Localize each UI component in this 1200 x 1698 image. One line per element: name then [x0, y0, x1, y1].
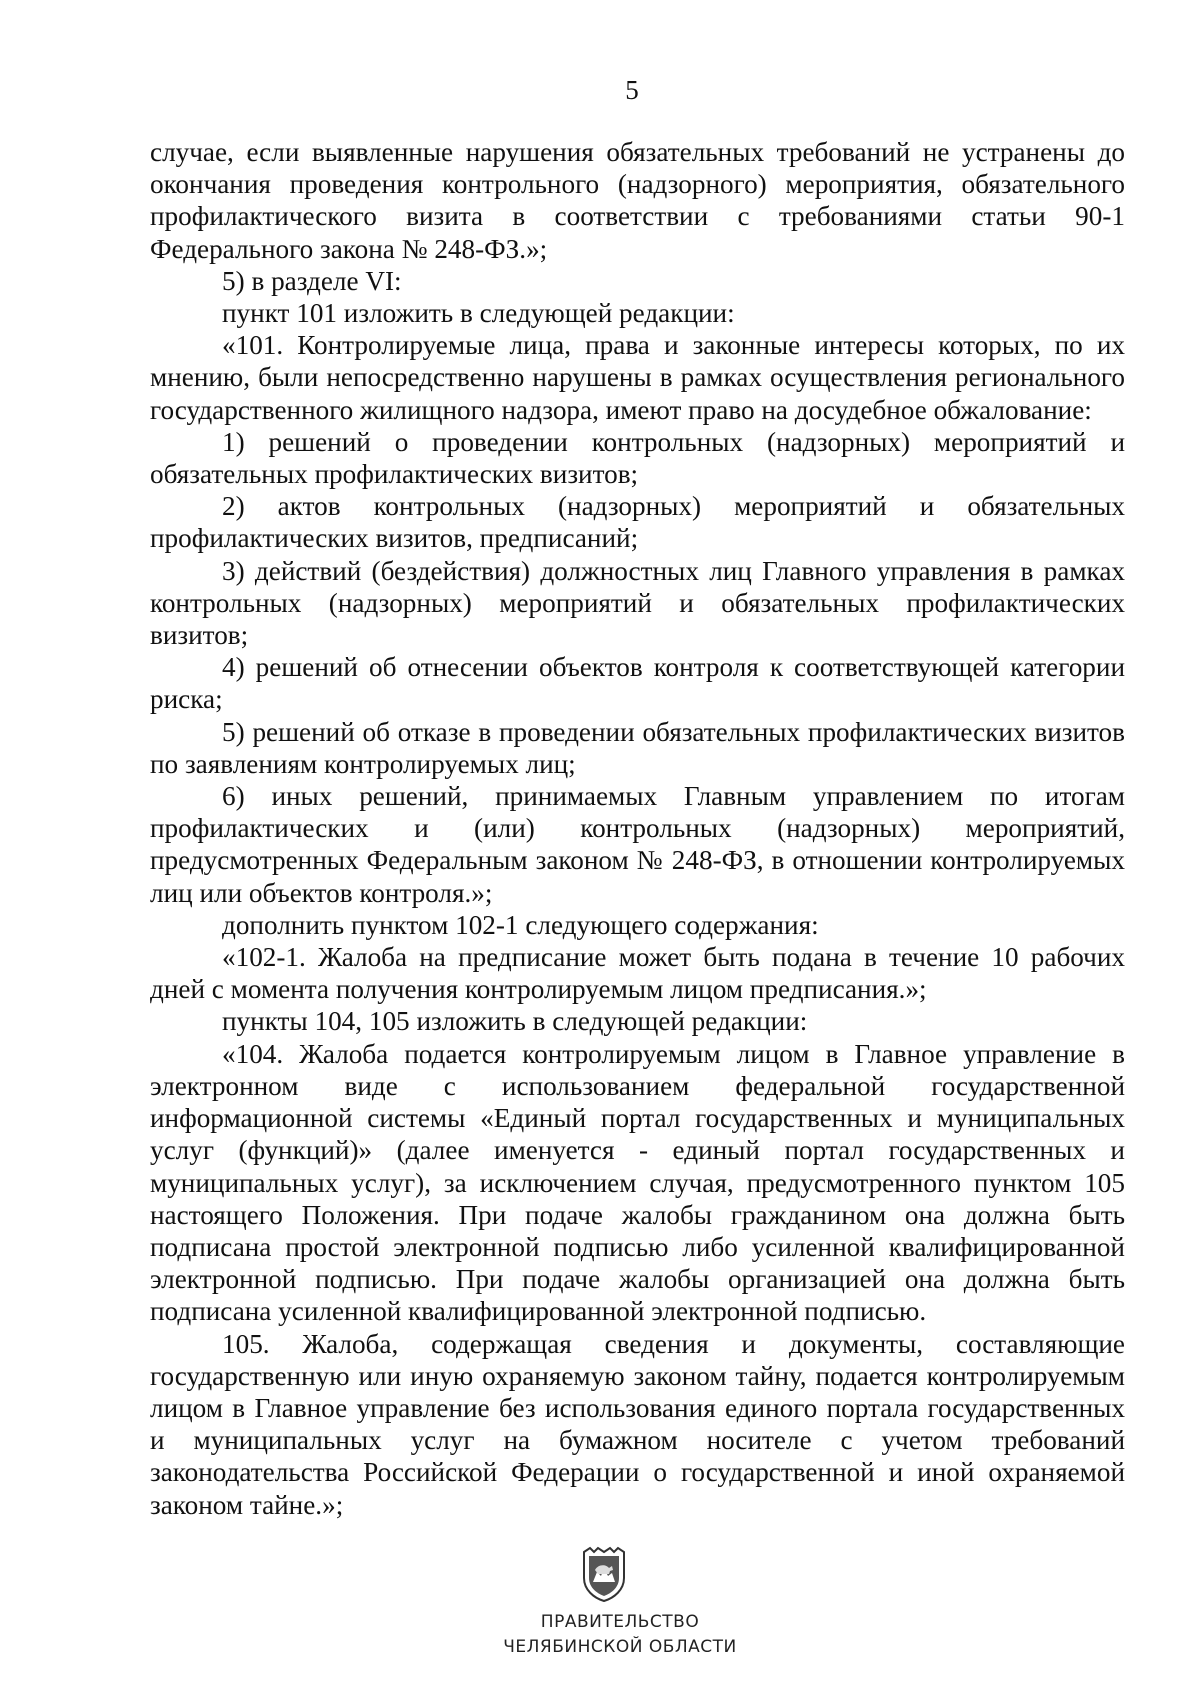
- list-item-4: 4) решений об отнесении объектов контроля к соответствующей категории риска;: [150, 652, 1125, 715]
- government-seal: [470, 1546, 770, 1698]
- paragraph-continuation: случае, если выявленные нарушения обязательных требований не устранены до окончания проведения контрольного (надзорного) мероприятия, обязательного профилактического визита в соответствии с требованиями статьи 90-1 Федерального закона № 248-ФЗ.»;: [150, 137, 1125, 264]
- list-item-3: 3) действий (бездействия) должностных лиц Главного управления в рамках контрольных (надзорных) мероприятий и обязательных профилактических визитов;: [150, 555, 1125, 651]
- list-item-1: 1) решений о проведении контрольных (надзорных) мероприятий и обязательных профилактических визитов;: [150, 426, 1125, 490]
- document-body: [150, 136, 1125, 1521]
- paragraph-item-102-1-intro: дополнить пунктом 102-1 следующего содержания:: [222, 909, 819, 940]
- paragraph-item-102-1: «102-1. Жалоба на предписание может быть подана в течение 10 рабочих дней с момента получения контролируемым лицом предписания.»;: [150, 942, 1125, 1005]
- paragraph-items-104-105-intro: пункты 104, 105 изложить в следующей редакции:: [222, 1006, 808, 1037]
- list-item-2: 2) актов контрольных (надзорных) мероприятий и обязательных профилактических визитов, предписаний;: [150, 491, 1125, 554]
- paragraph-item-101-intro: пункт 101 изложить в следующей редакции:: [222, 298, 735, 329]
- list-item-6: 6) иных решений, принимаемых Главным управлением по итогам профилактических и (или) контрольных (надзорных) мероприятий, предусмотренных Федеральным законом № 248-ФЗ, в отношении контролируемых лиц или объектов контроля.»;: [150, 781, 1125, 908]
- paragraph-section-vi: 5) в разделе VI:: [222, 265, 402, 296]
- seal-line-government: ПРАВИТЕЛЬСТВО: [540, 1612, 700, 1632]
- paragraph-item-104: «104. Жалоба подается контролируемым лицом в Главное управление в электронном виде с использованием федеральной государственной информационной системы «Единый портал государственных и муниципальных услуг (функций)» (далее именуется - единый портал государственных и муниципальных услуг), за исключением случая, предусмотренного пунктом 105 настоящего Положения. При подаче жалобы гражданином она должна быть подписана простой электронной подписью либо усиленной квалифицированной электронной подписью. При подаче жалобы организацией она должна быть подписана усиленной квалифицированной электронной подписью.: [150, 1038, 1125, 1327]
- page-number: 5: [625, 75, 639, 105]
- list-item-5: 5) решений об отказе в проведении обязательных профилактических визитов по заявлениям контролируемых лиц;: [150, 716, 1125, 779]
- seal-line-region: ЧЕЛЯБИНСКОЙ ОБЛАСТИ: [503, 1637, 737, 1657]
- paragraph-item-105: 105. Жалоба, содержащая сведения и документы, составляющие государственную или иную охраняемую законом тайну, подается контролируемым лицом в Главное управление без использования единого портала государственных и муниципальных услуг на бумажном носителе с учетом требований законодательства Российской Федерации о государственной и иной охраняемой законом тайне.»;: [150, 1328, 1125, 1520]
- paragraph-item-101: «101. Контролируемые лица, права и законные интересы которых, по их мнению, были непосредственно нарушены в рамках осуществления регионального государственного жилищного надзора, имеют право на досудебное обжалование:: [150, 330, 1125, 425]
- chelyabinsk-coat-of-arms-icon: [580, 1546, 628, 1602]
